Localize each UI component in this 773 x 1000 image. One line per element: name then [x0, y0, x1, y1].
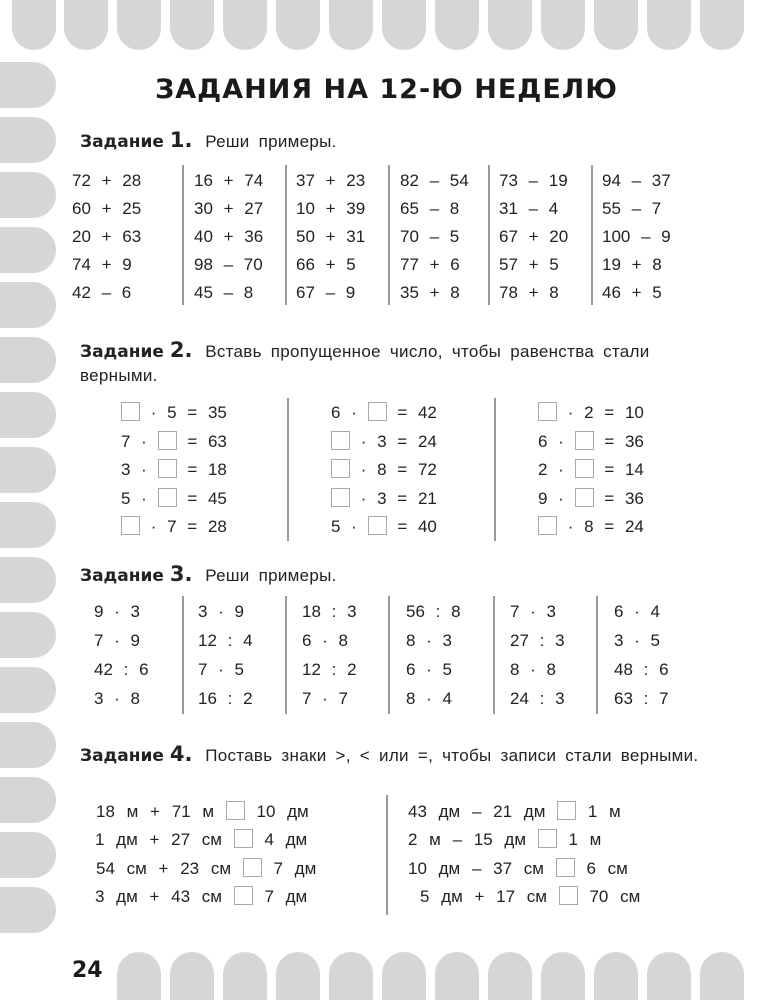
expression-text: = 40 — [397, 517, 437, 536]
task-label-word: Задание — [80, 746, 164, 766]
tab-decoration — [0, 227, 56, 273]
comparison — [408, 801, 621, 822]
example-item: 50 + 31 — [296, 227, 366, 246]
example-item: 10 + 39 — [296, 199, 366, 218]
equation — [331, 516, 437, 537]
expression-text: 70 см — [589, 886, 641, 906]
tab-decoration — [64, 0, 108, 50]
task-label-word: Задание — [80, 342, 164, 362]
example-item: 19 + 8 — [602, 255, 662, 274]
example-item: 3 · 5 — [614, 631, 661, 650]
expression-text: 6 · — [331, 403, 357, 422]
expression-text: 1 дм + 27 см — [95, 830, 222, 850]
expression-text: 5 · — [121, 488, 147, 508]
column-divider — [596, 596, 598, 714]
answer-box[interactable] — [538, 516, 557, 535]
page-title: ЗАДАНИЯ НА 12-Ю НЕДЕЛЮ — [155, 74, 618, 105]
task-3-header — [80, 562, 710, 588]
tab-decoration — [0, 722, 56, 768]
expression-text: 6 см — [586, 858, 628, 878]
example-item: 67 + 20 — [499, 227, 569, 246]
equation — [538, 431, 644, 452]
column-divider — [285, 596, 287, 714]
equation — [331, 488, 437, 509]
column-divider — [494, 398, 496, 541]
example-item: 12 : 2 — [302, 660, 357, 679]
tab-decoration — [435, 952, 479, 1000]
expression-text: 10 дм — [256, 802, 309, 821]
tab-decoration — [488, 0, 532, 50]
example-item: 82 – 54 — [400, 171, 469, 190]
task-instruction: Реши примеры. — [205, 132, 337, 151]
example-item: 37 + 23 — [296, 171, 366, 190]
expression-text: 18 м + 71 м — [96, 802, 215, 821]
comparison — [95, 886, 307, 907]
task-2-header — [80, 338, 710, 388]
task-label-word: Задание — [80, 566, 164, 586]
task-instruction: Поставь знаки >, < или =, чтобы записи стали верными. — [205, 746, 699, 765]
equation — [121, 402, 227, 423]
tab-decoration — [488, 952, 532, 1000]
expression-text: 10 дм – 37 см — [408, 858, 544, 878]
example-item: 24 : 3 — [510, 689, 565, 708]
answer-box[interactable] — [575, 459, 594, 478]
example-item: 60 + 25 — [72, 199, 142, 218]
example-item: 6 · 5 — [406, 660, 453, 679]
task-label — [80, 742, 193, 766]
example-item: 46 + 5 — [602, 283, 662, 302]
tab-decoration — [170, 0, 214, 50]
example-item: 100 – 9 — [602, 227, 671, 246]
comparison — [408, 858, 628, 879]
example-item: 8 · 8 — [510, 660, 557, 679]
task-1-header — [80, 128, 710, 154]
example-item: 77 + 6 — [400, 255, 460, 274]
tab-decoration — [223, 952, 267, 1000]
tab-decoration — [0, 667, 56, 713]
tab-decoration — [0, 777, 56, 823]
tab-decoration — [594, 0, 638, 50]
example-item: 18 : 3 — [302, 602, 357, 621]
expression-text: = 36 — [604, 488, 644, 508]
task-number: 3. — [169, 562, 193, 586]
answer-box[interactable] — [368, 402, 387, 421]
task-instruction: Вставь пропущенное число, чтобы равенства стали верными. — [80, 342, 650, 385]
example-item: 67 – 9 — [296, 283, 356, 302]
expression-text: 5 дм + 17 см — [420, 886, 547, 906]
sign-box[interactable] — [557, 801, 576, 820]
comparison — [408, 829, 601, 850]
example-item: 70 – 5 — [400, 227, 460, 246]
answer-box[interactable] — [121, 516, 140, 535]
expression-text: 2 · — [538, 460, 564, 479]
tab-decoration — [276, 952, 320, 1000]
example-item: 42 : 6 — [94, 660, 149, 679]
answer-box[interactable] — [538, 402, 557, 421]
tab-decoration — [700, 952, 744, 1000]
expression-text: 2 м – 15 дм — [408, 830, 527, 850]
example-item: 8 · 3 — [406, 631, 453, 650]
tab-decoration — [329, 0, 373, 50]
example-item: 30 + 27 — [194, 199, 264, 218]
expression-text: = 18 — [187, 460, 227, 479]
tab-decoration — [12, 0, 56, 50]
example-item: 16 + 74 — [194, 171, 264, 190]
example-item: 72 + 28 — [72, 171, 142, 190]
tab-decoration — [0, 832, 56, 878]
expression-text: = 14 — [604, 460, 644, 479]
example-item: 20 + 63 — [72, 227, 142, 246]
equation — [331, 459, 437, 480]
expression-text: 7 · — [121, 431, 147, 451]
tab-decoration — [0, 337, 56, 383]
example-item: 56 : 8 — [406, 602, 461, 621]
sign-box[interactable] — [234, 886, 253, 905]
example-item: 55 – 7 — [602, 199, 662, 218]
expression-text: · 8 = 24 — [567, 517, 644, 536]
sign-box[interactable] — [234, 829, 253, 848]
tab-decoration — [0, 447, 56, 493]
tab-decoration — [541, 952, 585, 1000]
expression-text: = 45 — [187, 488, 227, 508]
comparison — [420, 886, 640, 907]
example-item: 42 – 6 — [72, 283, 132, 302]
example-item: 31 – 4 — [499, 199, 559, 218]
example-item: 98 – 70 — [194, 255, 263, 274]
task-number: 2. — [169, 338, 193, 362]
answer-box[interactable] — [331, 431, 350, 450]
expression-text: 5 · — [331, 517, 357, 536]
expression-text: 43 дм – 21 дм — [408, 802, 546, 821]
tab-decoration — [0, 282, 56, 328]
expression-text: 3 · — [121, 460, 147, 479]
column-divider — [182, 165, 184, 305]
example-item: 48 : 6 — [614, 660, 669, 679]
tab-decoration — [647, 952, 691, 1000]
expression-text: 54 см + 23 см — [96, 858, 232, 878]
tab-decoration — [700, 0, 744, 50]
task-label — [80, 128, 193, 152]
answer-box[interactable] — [158, 431, 177, 450]
tab-decoration — [170, 952, 214, 1000]
example-item: 63 : 7 — [614, 689, 669, 708]
expression-text: 1 м — [587, 802, 621, 821]
task-4-header — [80, 742, 710, 768]
expression-text: · 7 = 28 — [150, 517, 227, 536]
tab-decoration — [0, 612, 56, 658]
expression-text: · 3 = 21 — [360, 488, 437, 508]
equation — [538, 459, 644, 480]
tab-decoration — [0, 392, 56, 438]
equation — [538, 402, 644, 423]
answer-box[interactable] — [331, 488, 350, 507]
answer-box[interactable] — [158, 459, 177, 478]
example-item: 3 · 8 — [94, 689, 141, 708]
example-item: 73 – 19 — [499, 171, 568, 190]
tab-decoration — [382, 0, 426, 50]
equation — [331, 431, 437, 452]
example-item: 16 : 2 — [198, 689, 253, 708]
example-item: 45 – 8 — [194, 283, 254, 302]
answer-box[interactable] — [575, 488, 594, 507]
example-item: 27 : 3 — [510, 631, 565, 650]
tab-decoration — [0, 502, 56, 548]
sign-box[interactable] — [559, 886, 578, 905]
expression-text: · 3 = 24 — [360, 431, 437, 451]
sign-box[interactable] — [226, 801, 245, 820]
answer-box[interactable] — [575, 431, 594, 450]
tab-decoration — [0, 557, 56, 603]
column-divider — [591, 165, 593, 305]
equation — [121, 516, 227, 537]
comparison — [96, 801, 309, 822]
example-item: 7 · 3 — [510, 602, 557, 621]
equation — [538, 516, 644, 537]
equation — [538, 488, 644, 509]
example-item: 94 – 37 — [602, 171, 671, 190]
equation — [121, 488, 227, 509]
expression-text: 7 дм — [273, 858, 317, 878]
expression-text: · 5 = 35 — [150, 403, 227, 422]
example-item: 9 · 3 — [94, 602, 141, 621]
sign-box[interactable] — [243, 858, 262, 877]
expression-text: 9 · — [538, 488, 564, 508]
example-item: 57 + 5 — [499, 255, 559, 274]
page-number: 24 — [72, 958, 103, 983]
task-label — [80, 338, 193, 362]
tab-decoration — [382, 952, 426, 1000]
example-item: 7 · 7 — [302, 689, 349, 708]
equation — [331, 402, 437, 423]
tab-decoration — [329, 952, 373, 1000]
column-divider — [287, 398, 289, 541]
answer-box[interactable] — [368, 516, 387, 535]
example-item: 6 · 4 — [614, 602, 661, 621]
expression-text: = 63 — [187, 431, 227, 451]
example-item: 40 + 36 — [194, 227, 264, 246]
task-number: 4. — [169, 742, 193, 766]
expression-text: 3 дм + 43 см — [95, 886, 222, 906]
column-divider — [388, 165, 390, 305]
expression-text: · 8 = 72 — [360, 460, 437, 479]
tab-decoration — [541, 0, 585, 50]
example-item: 65 – 8 — [400, 199, 460, 218]
tab-decoration — [594, 952, 638, 1000]
example-item: 66 + 5 — [296, 255, 356, 274]
example-item: 78 + 8 — [499, 283, 559, 302]
example-item: 12 : 4 — [198, 631, 253, 650]
example-item: 7 · 5 — [198, 660, 245, 679]
expression-text: 4 дм — [264, 830, 308, 850]
sign-box[interactable] — [538, 829, 557, 848]
tab-decoration — [435, 0, 479, 50]
task-instruction: Реши примеры. — [205, 566, 337, 585]
example-item: 7 · 9 — [94, 631, 141, 650]
comparison — [95, 829, 307, 850]
comparison — [96, 858, 316, 879]
tab-decoration — [0, 117, 56, 163]
answer-box[interactable] — [158, 488, 177, 507]
example-item: 74 + 9 — [72, 255, 132, 274]
expression-text: · 2 = 10 — [567, 403, 644, 422]
sign-box[interactable] — [556, 858, 575, 877]
expression-text: = 42 — [397, 403, 437, 422]
example-item: 35 + 8 — [400, 283, 460, 302]
column-divider — [285, 165, 287, 305]
tab-decoration — [0, 887, 56, 933]
tab-decoration — [647, 0, 691, 50]
column-divider — [488, 165, 490, 305]
task-label-word: Задание — [80, 132, 164, 152]
column-divider — [493, 596, 495, 714]
example-item: 3 · 9 — [198, 602, 245, 621]
expression-text: 7 дм — [264, 886, 308, 906]
answer-box[interactable] — [121, 402, 140, 421]
tab-decoration — [0, 172, 56, 218]
equation — [121, 459, 227, 480]
expression-text: 1 м — [568, 830, 602, 850]
tab-decoration — [223, 0, 267, 50]
column-divider — [182, 596, 184, 714]
tab-decoration — [276, 0, 320, 50]
task-label — [80, 562, 193, 586]
answer-box[interactable] — [331, 459, 350, 478]
expression-text: = 36 — [604, 431, 644, 451]
equation — [121, 431, 227, 452]
tab-decoration — [117, 0, 161, 50]
tab-decoration — [117, 952, 161, 1000]
task-number: 1. — [169, 128, 193, 152]
example-item: 6 · 8 — [302, 631, 349, 650]
column-divider — [386, 795, 388, 915]
example-item: 8 · 4 — [406, 689, 453, 708]
column-divider — [388, 596, 390, 714]
expression-text: 6 · — [538, 431, 564, 451]
